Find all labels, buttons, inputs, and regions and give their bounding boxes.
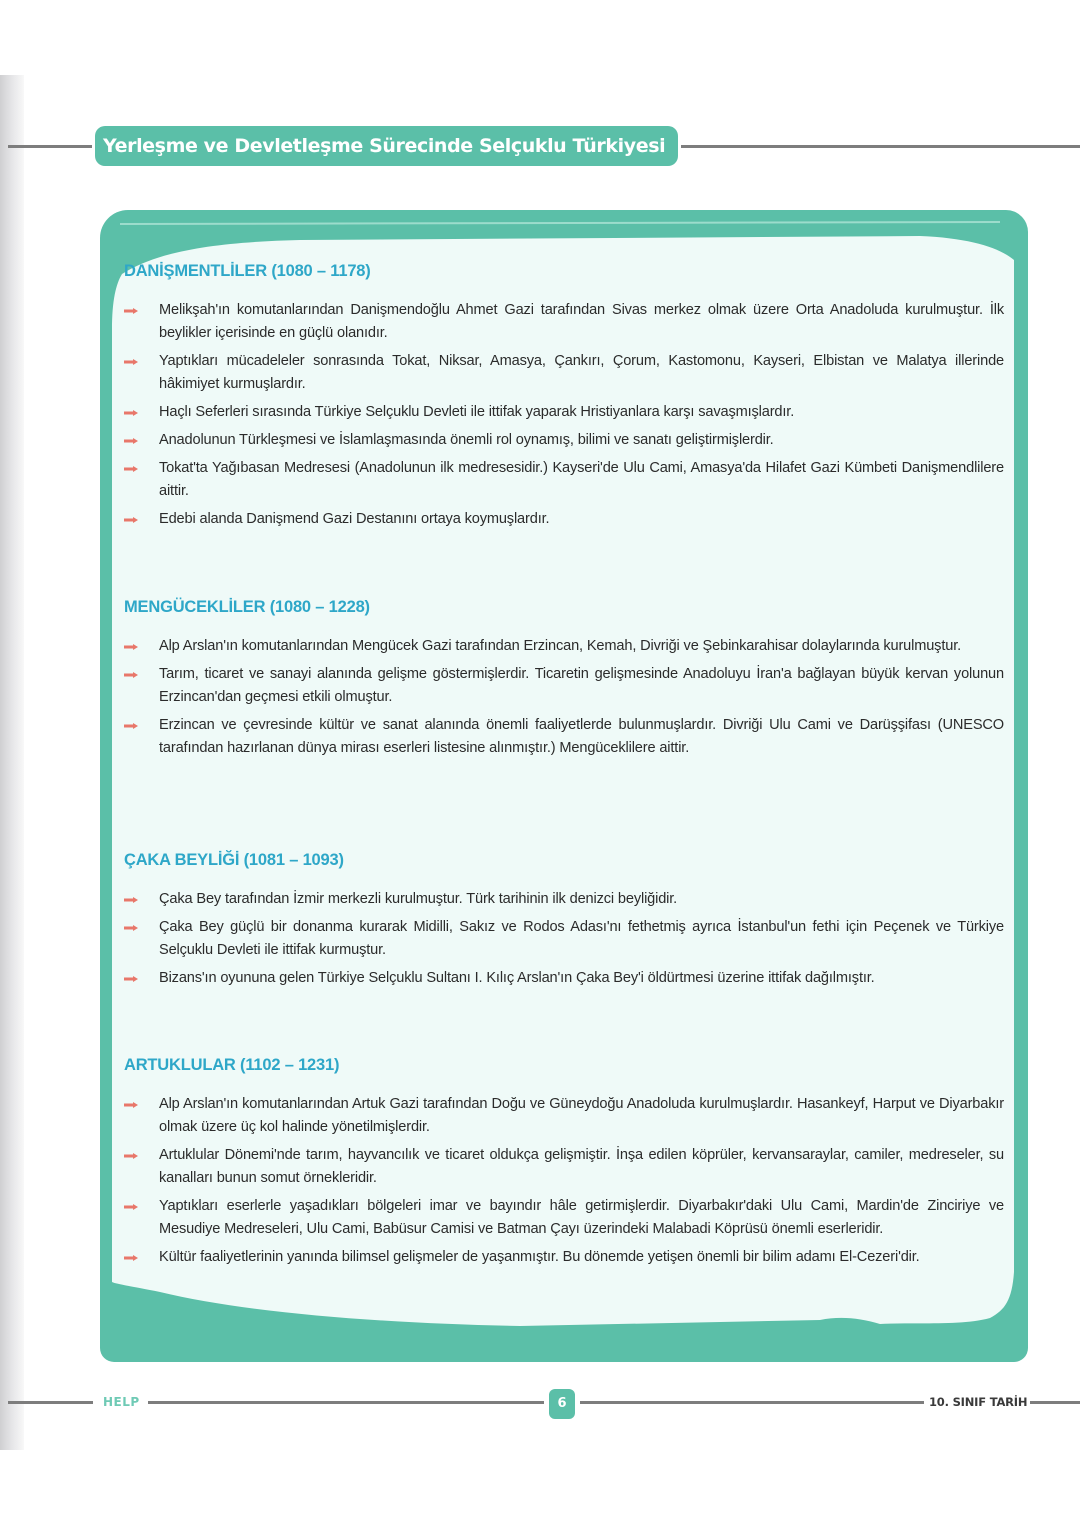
section-caka-beyligi: [124, 849, 1004, 995]
list-item-text: Alp Arslan'ın komutanlarından Artuk Gazi tarafından Doğu ve Güneydoğu Anadoluda kurulmuşlardır. Hasankeyf, Harput ve Diyarbakır olmak üzere üç kol halinde yönetilmişlerdir.: [159, 1096, 1004, 1135]
list-item: [124, 350, 1004, 396]
list-item: [124, 457, 1004, 503]
list-item-text: Artuklular Dönemi'nde tarım, hayvancılık ve ticaret oldukça gelişmiştir. İnşa edilen köprüler, kervansaraylar, camiler, medreseler, su kanalları bunun somut örnekleridir.: [159, 1147, 1004, 1186]
list-item: [124, 508, 1004, 531]
arrow-bullet-icon: [124, 1204, 138, 1210]
bullet-list: [124, 1093, 1004, 1269]
arrow-bullet-icon: [124, 466, 138, 472]
arrow-bullet-icon: [124, 410, 138, 416]
list-item: [124, 714, 1004, 760]
list-item-text: Bizans'ın oyununa gelen Türkiye Selçuklu Sultanı I. Kılıç Arslan'ın Çaka Bey'i öldürtmesi üzerine ittifak dağılmıştır.: [159, 970, 875, 986]
section-title: DANİŞMENTLİLER (1080 – 1178): [124, 262, 371, 280]
list-item-text: Tokat'ta Yağıbasan Medresesi (Anadolunun ilk medresesidir.) Kayseri'de Ulu Cami, Amasya'da Hilafet Gazi Kümbeti Danişmendlilere aittir.: [159, 460, 1004, 499]
footer-rule-center-right: [580, 1401, 924, 1404]
section-danismentliler: [124, 260, 1004, 536]
list-item: [124, 299, 1004, 345]
list-item: [124, 1144, 1004, 1190]
page-gutter-shadow: [0, 75, 24, 1450]
list-item: [124, 1093, 1004, 1139]
list-item-text: Haçlı Seferleri sırasında Türkiye Selçuklu Devleti ile ittifak yaparak Hristiyanlara karşı savaşmışlardır.: [159, 404, 795, 420]
bullet-list: [124, 888, 1004, 990]
list-item: [124, 663, 1004, 709]
bullet-list: [124, 299, 1004, 531]
arrow-bullet-icon: [124, 672, 138, 678]
list-item: [124, 1246, 1004, 1269]
footer-brand: HELP: [103, 1395, 140, 1409]
list-item-text: Melikşah'ın komutanlarından Danişmendoğlu Ahmet Gazi tarafından Sivas merkez olmak üzere Orta Anadoluda kurulmuştur. İlk beylikler içerisinde en güçlü olanıdır.: [159, 302, 1004, 341]
arrow-bullet-icon: [124, 308, 138, 314]
list-item-text: Erzincan ve çevresinde kültür ve sanat alanında önemli faaliyetlerde bulunmuşlardır. Divriği Ulu Cami ve Darüşşifası (UNESCO tarafından hazırlanan dünya mirası eserleri listesine alınmıştır.) Mengüceklilere aittir.: [159, 717, 1004, 756]
arrow-bullet-icon: [124, 925, 138, 931]
list-item-text: Edebi alanda Danişmend Gazi Destanını ortaya koymuşlardır.: [159, 511, 550, 527]
list-item-text: Çaka Bey tarafından İzmir merkezli kurulmuştur. Türk tarihinin ilk denizci beyliğidir.: [159, 891, 678, 907]
page-title: Yerleşme ve Devletleşme Sürecinde Selçuklu Türkiyesi: [95, 126, 678, 166]
section-title: ARTUKLULAR (1102 – 1231): [124, 1056, 340, 1074]
list-item: [124, 1195, 1004, 1241]
arrow-bullet-icon: [124, 723, 138, 729]
list-item: [124, 429, 1004, 452]
list-item-text: Tarım, ticaret ve sanayi alanında gelişme göstermişlerdir. Ticaretin gelişmesinde Anadoluyu İran'a bağlayan büyük kervan yolunun Erzincan'dan geçmesi etkili olmuştur.: [159, 666, 1004, 705]
arrow-bullet-icon: [124, 897, 138, 903]
bullet-list: [124, 635, 1004, 760]
section-artuklular: [124, 1054, 1004, 1274]
section-title: ÇAKA BEYLİĞİ (1081 – 1093): [124, 851, 344, 869]
list-item: [124, 635, 1004, 658]
page-number-badge: 6: [549, 1389, 575, 1419]
footer-rule-center-left: [148, 1401, 544, 1404]
list-item-text: Anadolunun Türkleşmesi ve İslamlaşmasında önemli rol oynamış, bilimi ve sanatı geliştirmişlerdir.: [159, 432, 774, 448]
list-item: [124, 967, 1004, 990]
list-item-text: Yaptıkları mücadeleler sonrasında Tokat, Niksar, Amasya, Çankırı, Çorum, Kastomonu, Kayseri, Elbistan ve Malatya illerinde hâkimiyet kurmuşlardır.: [159, 353, 1004, 392]
section-title: MENGÜCEKLİLER (1080 – 1228): [124, 598, 370, 616]
arrow-bullet-icon: [124, 644, 138, 650]
arrow-bullet-icon: [124, 976, 138, 982]
list-item: [124, 916, 1004, 962]
footer-rule-left: [8, 1401, 93, 1404]
list-item: [124, 401, 1004, 424]
arrow-bullet-icon: [124, 517, 138, 523]
arrow-bullet-icon: [124, 359, 138, 365]
arrow-bullet-icon: [124, 1102, 138, 1108]
list-item-text: Yaptıkları eserlerle yaşadıkları bölgeleri imar ve bayındır hâle getirmişlerdir. Diyarbakır'daki Ulu Cami, Mardin'de Zinciriye ve Mesudiye Medreseleri, Ulu Cami, Babüsur Camisi ve Batman Çayı üzerindeki Malabadi Köprüsü önemli eserleridir.: [159, 1198, 1004, 1237]
list-item-text: Kültür faaliyetlerinin yanında bilimsel gelişmeler de yaşanmıştır. Bu dönemde yetişen önemli bir bilim adamı El-Cezeri'dir.: [159, 1249, 920, 1265]
footer-rule-right: [1030, 1401, 1080, 1404]
section-menguckliler: [124, 596, 1004, 765]
arrow-bullet-icon: [124, 1153, 138, 1159]
list-item-text: Alp Arslan'ın komutanlarından Mengücek Gazi tarafından Erzincan, Kemah, Divriği ve Şebinkarahisar dolaylarında kurulmuştur.: [159, 638, 962, 654]
list-item-text: Çaka Bey güçlü bir donanma kurarak Midilli, Sakız ve Rodos Adası'nı fethetmiş ayrıca İstanbul'un fethi için Peçenek ve Türkiye Selçuklu Devleti ile ittifak kurmuştur.: [159, 919, 1004, 958]
arrow-bullet-icon: [124, 438, 138, 444]
footer-book-title: 10. SINIF TARİH: [929, 1395, 1028, 1409]
list-item: [124, 888, 1004, 911]
arrow-bullet-icon: [124, 1255, 138, 1261]
